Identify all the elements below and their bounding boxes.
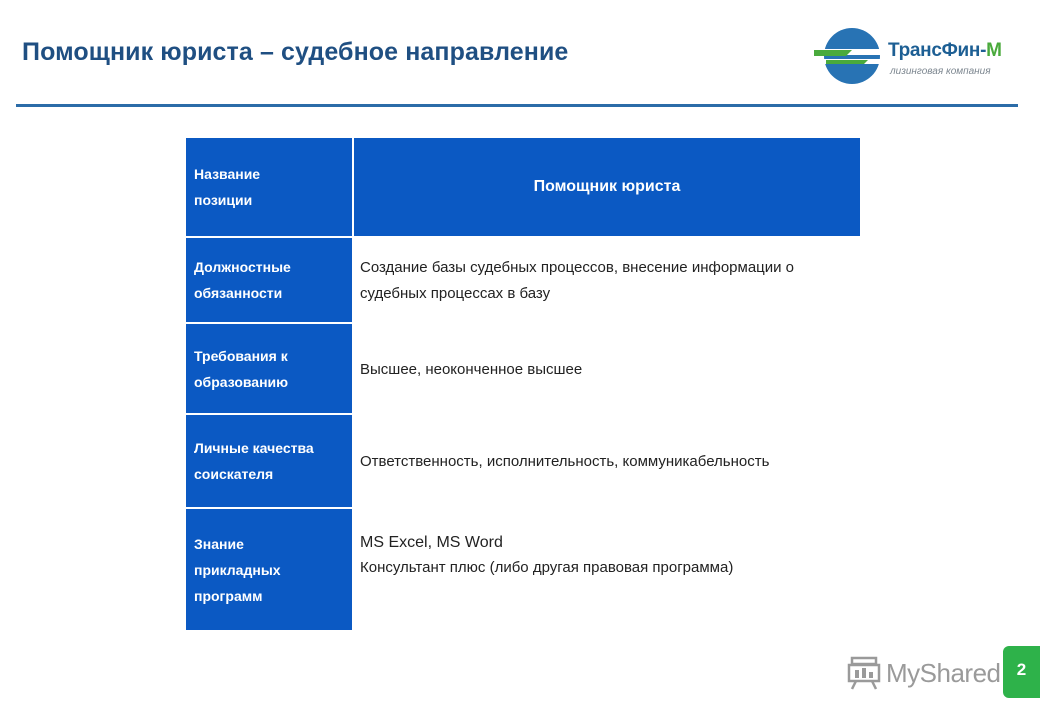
row-label-qualities: Личные качества соискателя — [186, 415, 354, 509]
row-value-software: MS Excel, MS Word Консультант плюс (либо другая правовая программа) — [360, 534, 734, 576]
watermark-text: MyShared — [886, 658, 1001, 688]
row-label-education: Требования к образованию — [186, 324, 354, 415]
watermark — [846, 654, 1006, 694]
row-label-duties: Должностные обязанности — [186, 238, 354, 324]
table-row — [186, 324, 860, 415]
title-divider — [16, 104, 1018, 107]
logo-emblem-icon — [812, 26, 892, 88]
company-logo — [812, 26, 1024, 88]
table-row — [186, 238, 860, 324]
page-number-badge: 2 — [1003, 646, 1040, 698]
slide-title: Помощник юриста – судебное направление — [22, 38, 569, 66]
row-label-software: Знание прикладных программ — [186, 509, 354, 630]
logo-subtitle: лизинговая компания — [890, 66, 991, 77]
row-value-duties: Создание базы судебных процессов, внесение информации о судебных процессах в базу — [360, 259, 795, 302]
table-row — [186, 415, 860, 509]
row-value-qualities: Ответственность, исполнительность, коммуникабельность — [360, 453, 770, 470]
logo-name: ТрансФин-М — [888, 40, 1002, 61]
presentation-board-icon — [846, 656, 882, 690]
header-label-cell: Название позиции — [186, 138, 354, 238]
row-value-education: Высшее, неоконченное высшее — [360, 360, 583, 378]
table-row — [186, 509, 860, 630]
position-table — [186, 138, 860, 630]
table-header-row — [186, 138, 860, 238]
position-name-cell: Помощник юриста — [354, 138, 860, 238]
